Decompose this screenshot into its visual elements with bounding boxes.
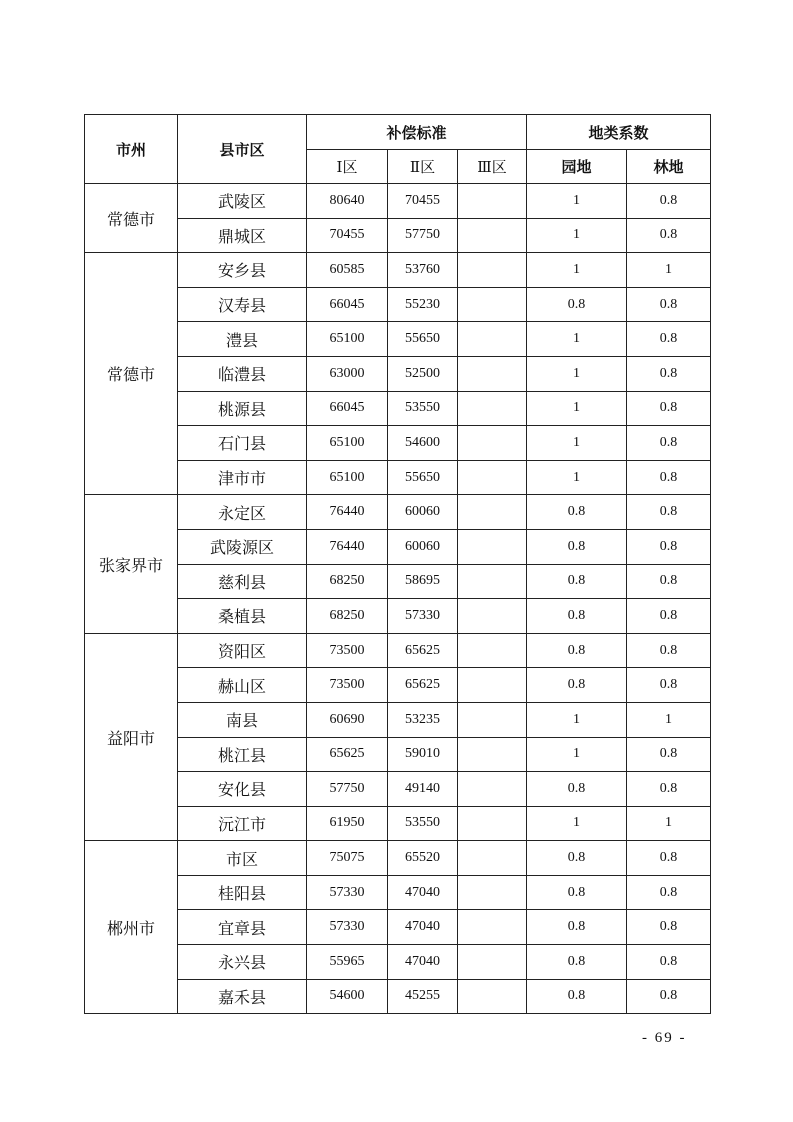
- forest-coefficient-cell: 0.8: [627, 322, 711, 357]
- county-cell: 赫山区: [178, 668, 307, 703]
- zone-2-cell: 47040: [388, 945, 458, 980]
- zone-3-cell: [458, 945, 527, 980]
- table-row: [85, 460, 711, 495]
- zone-3-cell: [458, 495, 527, 530]
- county-cell: 永兴县: [178, 945, 307, 980]
- table-row: [85, 875, 711, 910]
- forest-coefficient-cell: 0.8: [627, 910, 711, 945]
- county-cell: 沅江市: [178, 806, 307, 841]
- header-coefficient: 地类系数: [527, 115, 711, 150]
- zone-2-cell: 65520: [388, 841, 458, 876]
- county-cell: 汉寿县: [178, 287, 307, 322]
- garden-coefficient-cell: 1: [527, 702, 627, 737]
- zone-2-cell: 65625: [388, 633, 458, 668]
- garden-coefficient-cell: 1: [527, 426, 627, 461]
- zone-3-cell: [458, 599, 527, 634]
- zone-2-cell: 49140: [388, 772, 458, 807]
- garden-coefficient-cell: 1: [527, 391, 627, 426]
- zone-1-cell: 57330: [307, 875, 388, 910]
- garden-coefficient-cell: 0.8: [527, 979, 627, 1014]
- compensation-standard-table: [84, 114, 711, 1014]
- zone-1-cell: 66045: [307, 287, 388, 322]
- garden-coefficient-cell: 0.8: [527, 287, 627, 322]
- garden-coefficient-cell: 0.8: [527, 633, 627, 668]
- zone-1-cell: 60690: [307, 702, 388, 737]
- zone-1-cell: 61950: [307, 806, 388, 841]
- table-row: [85, 599, 711, 634]
- city-cell: 益阳市: [85, 633, 178, 841]
- table-row: [85, 806, 711, 841]
- county-cell: 鼎城区: [178, 218, 307, 253]
- zone-1-cell: 63000: [307, 356, 388, 391]
- table-row: [85, 184, 711, 219]
- table-row: [85, 633, 711, 668]
- zone-2-cell: 58695: [388, 564, 458, 599]
- zone-3-cell: [458, 841, 527, 876]
- header-city: 市州: [85, 115, 178, 184]
- zone-1-cell: 57330: [307, 910, 388, 945]
- county-cell: 石门县: [178, 426, 307, 461]
- garden-coefficient-cell: 0.8: [527, 599, 627, 634]
- county-cell: 宜章县: [178, 910, 307, 945]
- garden-coefficient-cell: 1: [527, 218, 627, 253]
- city-cell: 常德市: [85, 253, 178, 495]
- county-cell: 桃源县: [178, 391, 307, 426]
- zone-1-cell: 65100: [307, 460, 388, 495]
- zone-2-cell: 45255: [388, 979, 458, 1014]
- garden-coefficient-cell: 1: [527, 184, 627, 219]
- table-row: [85, 910, 711, 945]
- zone-3-cell: [458, 460, 527, 495]
- zone-1-cell: 68250: [307, 564, 388, 599]
- header-zone-1: Ⅰ区: [307, 150, 388, 184]
- zone-3-cell: [458, 529, 527, 564]
- header-compensation: 补偿标准: [307, 115, 527, 150]
- zone-3-cell: [458, 772, 527, 807]
- garden-coefficient-cell: 0.8: [527, 910, 627, 945]
- zone-2-cell: 60060: [388, 495, 458, 530]
- zone-2-cell: 53550: [388, 806, 458, 841]
- zone-2-cell: 47040: [388, 910, 458, 945]
- zone-1-cell: 68250: [307, 599, 388, 634]
- zone-2-cell: 53550: [388, 391, 458, 426]
- forest-coefficient-cell: 0.8: [627, 633, 711, 668]
- zone-3-cell: [458, 426, 527, 461]
- zone-1-cell: 65100: [307, 322, 388, 357]
- table-row: [85, 668, 711, 703]
- header-zone-3: Ⅲ区: [458, 150, 527, 184]
- garden-coefficient-cell: 0.8: [527, 564, 627, 599]
- table-body: [85, 184, 711, 1014]
- table-row: [85, 564, 711, 599]
- forest-coefficient-cell: 1: [627, 806, 711, 841]
- garden-coefficient-cell: 1: [527, 806, 627, 841]
- zone-3-cell: [458, 737, 527, 772]
- zone-3-cell: [458, 564, 527, 599]
- garden-coefficient-cell: 1: [527, 460, 627, 495]
- header-county: 县市区: [178, 115, 307, 184]
- forest-coefficient-cell: 0.8: [627, 426, 711, 461]
- header-garden: 园地: [527, 150, 627, 184]
- zone-1-cell: 60585: [307, 253, 388, 288]
- zone-1-cell: 57750: [307, 772, 388, 807]
- zone-3-cell: [458, 253, 527, 288]
- table-row: [85, 945, 711, 980]
- table-row: [85, 841, 711, 876]
- county-cell: 武陵源区: [178, 529, 307, 564]
- table-row: [85, 426, 711, 461]
- zone-3-cell: [458, 875, 527, 910]
- garden-coefficient-cell: 1: [527, 322, 627, 357]
- zone-3-cell: [458, 184, 527, 219]
- zone-2-cell: 70455: [388, 184, 458, 219]
- table-row: [85, 356, 711, 391]
- forest-coefficient-cell: 0.8: [627, 218, 711, 253]
- table-row: [85, 979, 711, 1014]
- forest-coefficient-cell: 0.8: [627, 841, 711, 876]
- zone-1-cell: 73500: [307, 668, 388, 703]
- zone-3-cell: [458, 218, 527, 253]
- forest-coefficient-cell: 0.8: [627, 564, 711, 599]
- zone-1-cell: 65100: [307, 426, 388, 461]
- garden-coefficient-cell: 1: [527, 356, 627, 391]
- garden-coefficient-cell: 0.8: [527, 668, 627, 703]
- zone-3-cell: [458, 806, 527, 841]
- header-zone-2: Ⅱ区: [388, 150, 458, 184]
- table-row: [85, 218, 711, 253]
- forest-coefficient-cell: 0.8: [627, 599, 711, 634]
- county-cell: 桑植县: [178, 599, 307, 634]
- zone-3-cell: [458, 668, 527, 703]
- zone-1-cell: 73500: [307, 633, 388, 668]
- garden-coefficient-cell: 0.8: [527, 495, 627, 530]
- county-cell: 资阳区: [178, 633, 307, 668]
- forest-coefficient-cell: 1: [627, 253, 711, 288]
- zone-3-cell: [458, 910, 527, 945]
- zone-3-cell: [458, 287, 527, 322]
- county-cell: 武陵区: [178, 184, 307, 219]
- table-row: [85, 702, 711, 737]
- table-row: [85, 253, 711, 288]
- zone-1-cell: 55965: [307, 945, 388, 980]
- zone-2-cell: 55230: [388, 287, 458, 322]
- garden-coefficient-cell: 0.8: [527, 772, 627, 807]
- zone-2-cell: 52500: [388, 356, 458, 391]
- county-cell: 慈利县: [178, 564, 307, 599]
- forest-coefficient-cell: 0.8: [627, 772, 711, 807]
- forest-coefficient-cell: 0.8: [627, 495, 711, 530]
- header-forest: 林地: [627, 150, 711, 184]
- county-cell: 嘉禾县: [178, 979, 307, 1014]
- zone-1-cell: 76440: [307, 529, 388, 564]
- zone-1-cell: 65625: [307, 737, 388, 772]
- forest-coefficient-cell: 0.8: [627, 287, 711, 322]
- zone-2-cell: 55650: [388, 322, 458, 357]
- zone-1-cell: 70455: [307, 218, 388, 253]
- table-row: [85, 287, 711, 322]
- zone-2-cell: 65625: [388, 668, 458, 703]
- zone-3-cell: [458, 322, 527, 357]
- zone-2-cell: 55650: [388, 460, 458, 495]
- city-cell: 郴州市: [85, 841, 178, 1014]
- county-cell: 永定区: [178, 495, 307, 530]
- zone-2-cell: 53760: [388, 253, 458, 288]
- garden-coefficient-cell: 1: [527, 737, 627, 772]
- forest-coefficient-cell: 0.8: [627, 875, 711, 910]
- table-row: [85, 495, 711, 530]
- garden-coefficient-cell: 0.8: [527, 875, 627, 910]
- county-cell: 桃江县: [178, 737, 307, 772]
- table-row: [85, 529, 711, 564]
- forest-coefficient-cell: 0.8: [627, 979, 711, 1014]
- zone-3-cell: [458, 979, 527, 1014]
- zone-2-cell: 54600: [388, 426, 458, 461]
- table-row: [85, 322, 711, 357]
- county-cell: 南县: [178, 702, 307, 737]
- city-cell: 常德市: [85, 184, 178, 253]
- zone-3-cell: [458, 356, 527, 391]
- garden-coefficient-cell: 0.8: [527, 529, 627, 564]
- county-cell: 安乡县: [178, 253, 307, 288]
- forest-coefficient-cell: 0.8: [627, 945, 711, 980]
- table-row: [85, 737, 711, 772]
- county-cell: 临澧县: [178, 356, 307, 391]
- zone-3-cell: [458, 633, 527, 668]
- zone-2-cell: 47040: [388, 875, 458, 910]
- zone-1-cell: 80640: [307, 184, 388, 219]
- county-cell: 市区: [178, 841, 307, 876]
- county-cell: 桂阳县: [178, 875, 307, 910]
- table-row: [85, 391, 711, 426]
- garden-coefficient-cell: 0.8: [527, 945, 627, 980]
- zone-2-cell: 53235: [388, 702, 458, 737]
- county-cell: 津市市: [178, 460, 307, 495]
- zone-1-cell: 66045: [307, 391, 388, 426]
- forest-coefficient-cell: 0.8: [627, 737, 711, 772]
- zone-3-cell: [458, 702, 527, 737]
- zone-1-cell: 76440: [307, 495, 388, 530]
- zone-3-cell: [458, 391, 527, 426]
- zone-1-cell: 75075: [307, 841, 388, 876]
- forest-coefficient-cell: 0.8: [627, 391, 711, 426]
- garden-coefficient-cell: 1: [527, 253, 627, 288]
- garden-coefficient-cell: 0.8: [527, 841, 627, 876]
- forest-coefficient-cell: 0.8: [627, 356, 711, 391]
- city-cell: 张家界市: [85, 495, 178, 633]
- zone-2-cell: 57750: [388, 218, 458, 253]
- zone-1-cell: 54600: [307, 979, 388, 1014]
- page-number: - 69 -: [642, 1030, 687, 1046]
- zone-2-cell: 59010: [388, 737, 458, 772]
- forest-coefficient-cell: 0.8: [627, 460, 711, 495]
- zone-2-cell: 57330: [388, 599, 458, 634]
- forest-coefficient-cell: 0.8: [627, 184, 711, 219]
- county-cell: 澧县: [178, 322, 307, 357]
- forest-coefficient-cell: 1: [627, 702, 711, 737]
- table-row: [85, 772, 711, 807]
- zone-2-cell: 60060: [388, 529, 458, 564]
- county-cell: 安化县: [178, 772, 307, 807]
- forest-coefficient-cell: 0.8: [627, 668, 711, 703]
- forest-coefficient-cell: 0.8: [627, 529, 711, 564]
